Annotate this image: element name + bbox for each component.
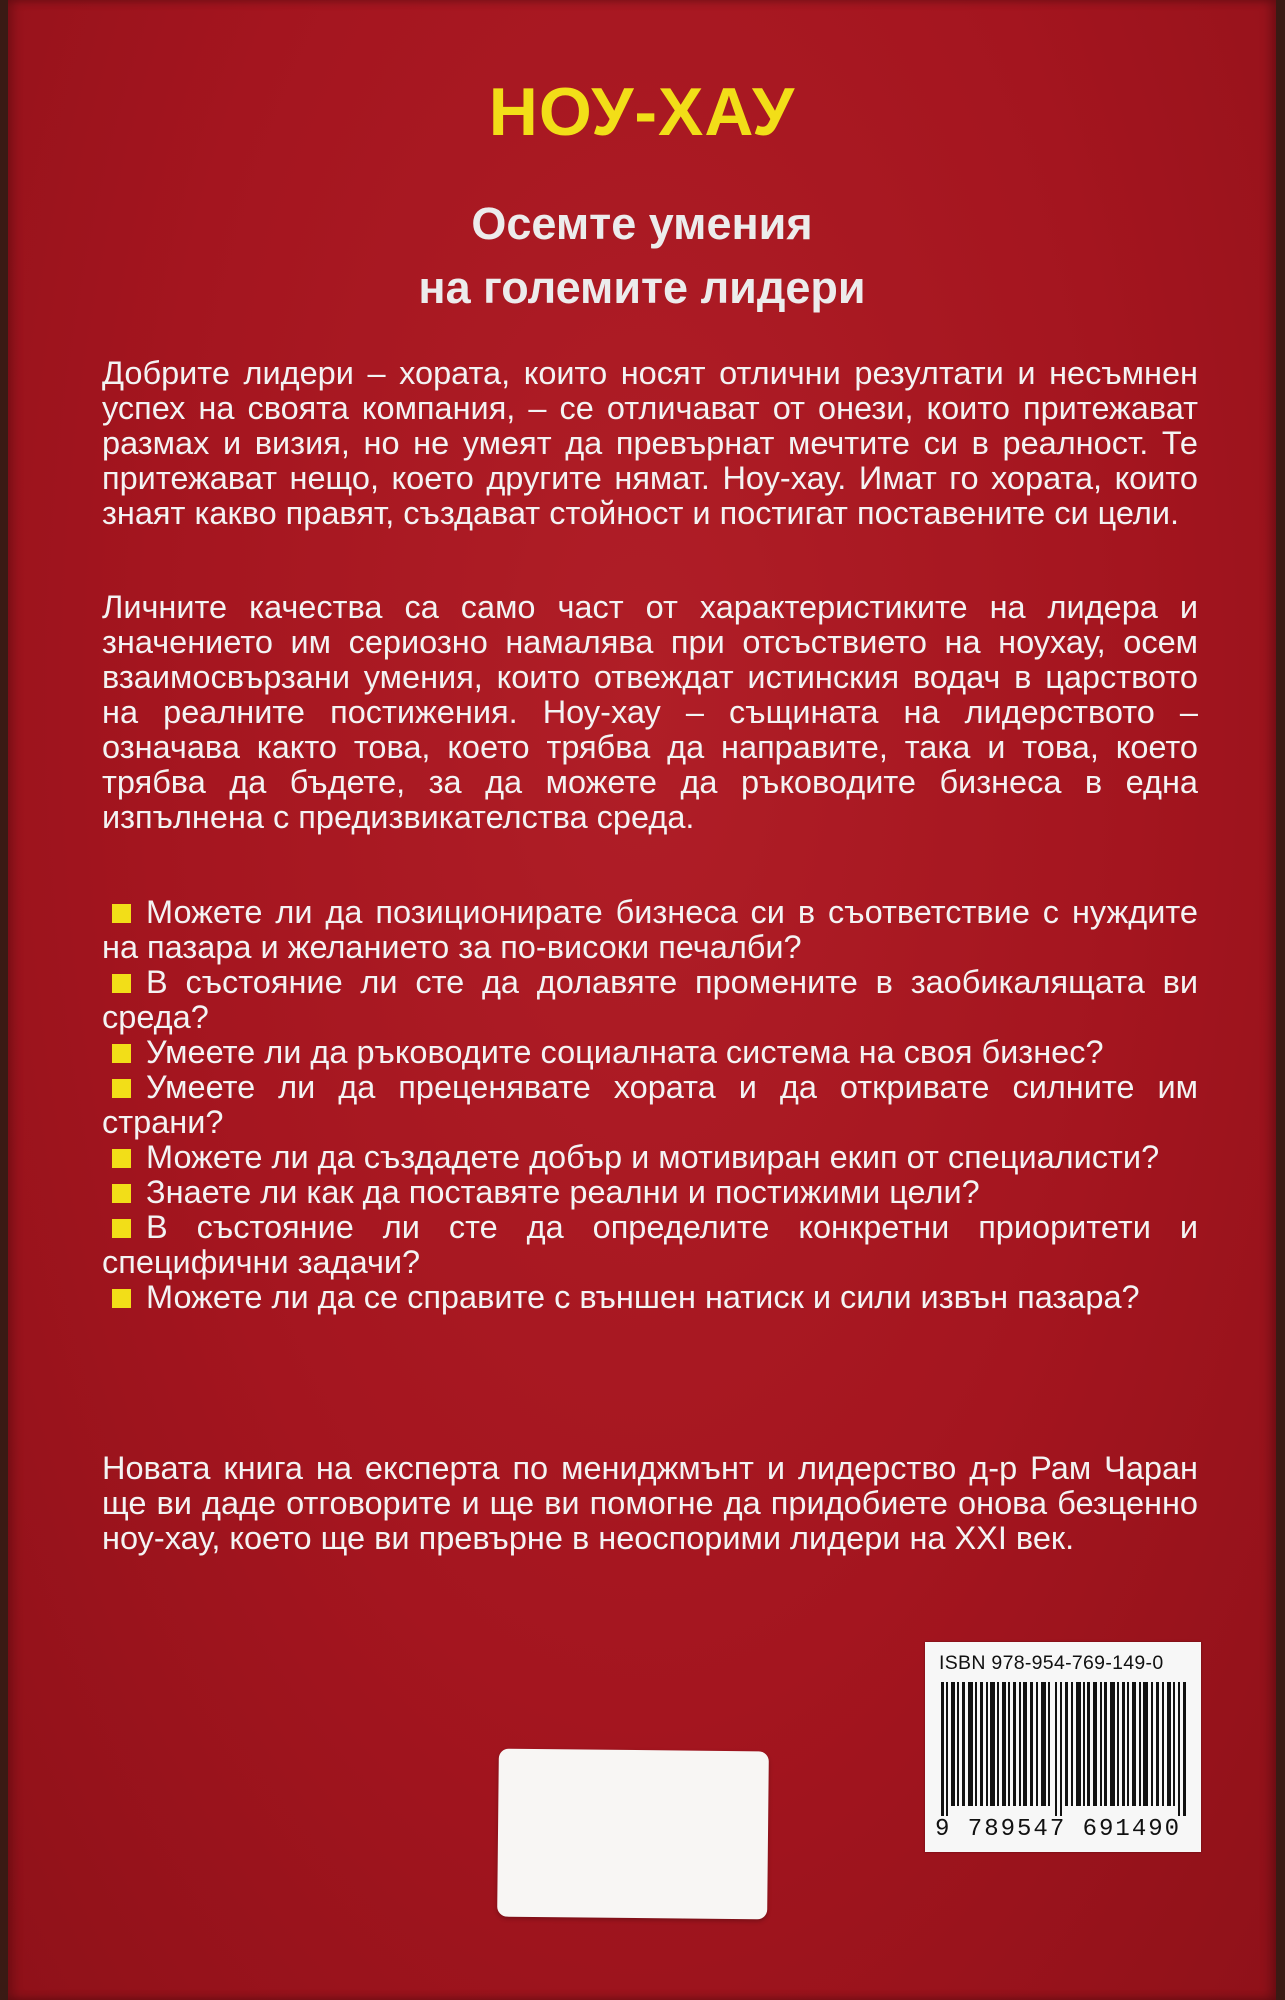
book-back-cover — [8, 0, 1276, 2000]
price-sticker — [497, 1749, 769, 1920]
closing-paragraph: Новата книга на експерта по мениджмънт и лидерство д-р Рам Чаран ще ви даде отговорите и ще ви помогне да придобиете онова безценно ноу-хау, което ще ви превърне в неоспорими лидери на XXI век. — [102, 1450, 1198, 1556]
square-bullet-icon — [112, 904, 131, 923]
square-bullet-icon — [112, 1079, 131, 1098]
subtitle-line-2: на големите лидери — [418, 262, 866, 313]
qualities-paragraph: Личните качества са само част от характеристиките на лидера и значението им сериозно намалява при отсъствието на ноухау, осем взаимосвързани умения, които отвеждат истинския водач в царството на реалните постижения. Ноу-хау – същината на лидерството – означава както това, което трябва да направите, така и това, което трябва да бъдете, за да можете да ръководите бизнеса в една изпълнена с предизвикателства среда. — [102, 589, 1198, 835]
barcode-digits: 9 789547 691490 — [935, 1816, 1182, 1843]
question-item: Умеете ли да ръководите социалната система на своя бизнес? — [102, 1035, 1198, 1070]
question-item: Можете ли да се справите с външен натиск и сили извън пазара? — [102, 1280, 1198, 1315]
isbn-barcode — [925, 1642, 1201, 1852]
question-item: В състояние ли сте да определите конкретни приоритети и специфични задачи? — [102, 1209, 1198, 1280]
question-item: Знаете ли как да поставяте реални и постижими цели? — [102, 1175, 1198, 1210]
isbn-label: ISBN 978-954-769-149-0 — [939, 1652, 1164, 1674]
square-bullet-icon — [112, 974, 131, 993]
book-title: НОУ-ХАУ — [488, 74, 796, 150]
square-bullet-icon — [112, 1149, 131, 1168]
question-item: В състояние ли сте да долавяте промените в заобикалящата ви среда? — [102, 964, 1198, 1035]
book-subtitle — [8, 192, 1276, 320]
barcode-bars-icon — [937, 1682, 1189, 1816]
square-bullet-icon — [112, 1184, 131, 1203]
question-item: Умеете ли да преценявате хората и да откривате силните им страни? — [102, 1069, 1198, 1140]
questions-list — [102, 895, 1198, 1315]
question-item: Можете ли да позиционирате бизнеса си в съответствие с нуждите на пазара и желанието за по-високи печалби? — [102, 894, 1198, 965]
intro-paragraph: Добрите лидери – хората, които носят отлични резултати и несъмнен успех на своята компания, – се отличават от онези, които притежават размах и визия, но не умеят да превърнат мечтите си в реалност. Те притежават нещо, което другите нямат. Ноу-хау. Имат го хората, които знаят какво правят, създават стойност и постигат поставените си цели. — [102, 355, 1198, 531]
subtitle-line-1: Осемте умения — [471, 198, 813, 249]
square-bullet-icon — [112, 1289, 131, 1308]
square-bullet-icon — [112, 1219, 131, 1238]
question-item: Можете ли да създадете добър и мотивиран екип от специалисти? — [102, 1140, 1198, 1175]
square-bullet-icon — [112, 1044, 131, 1063]
